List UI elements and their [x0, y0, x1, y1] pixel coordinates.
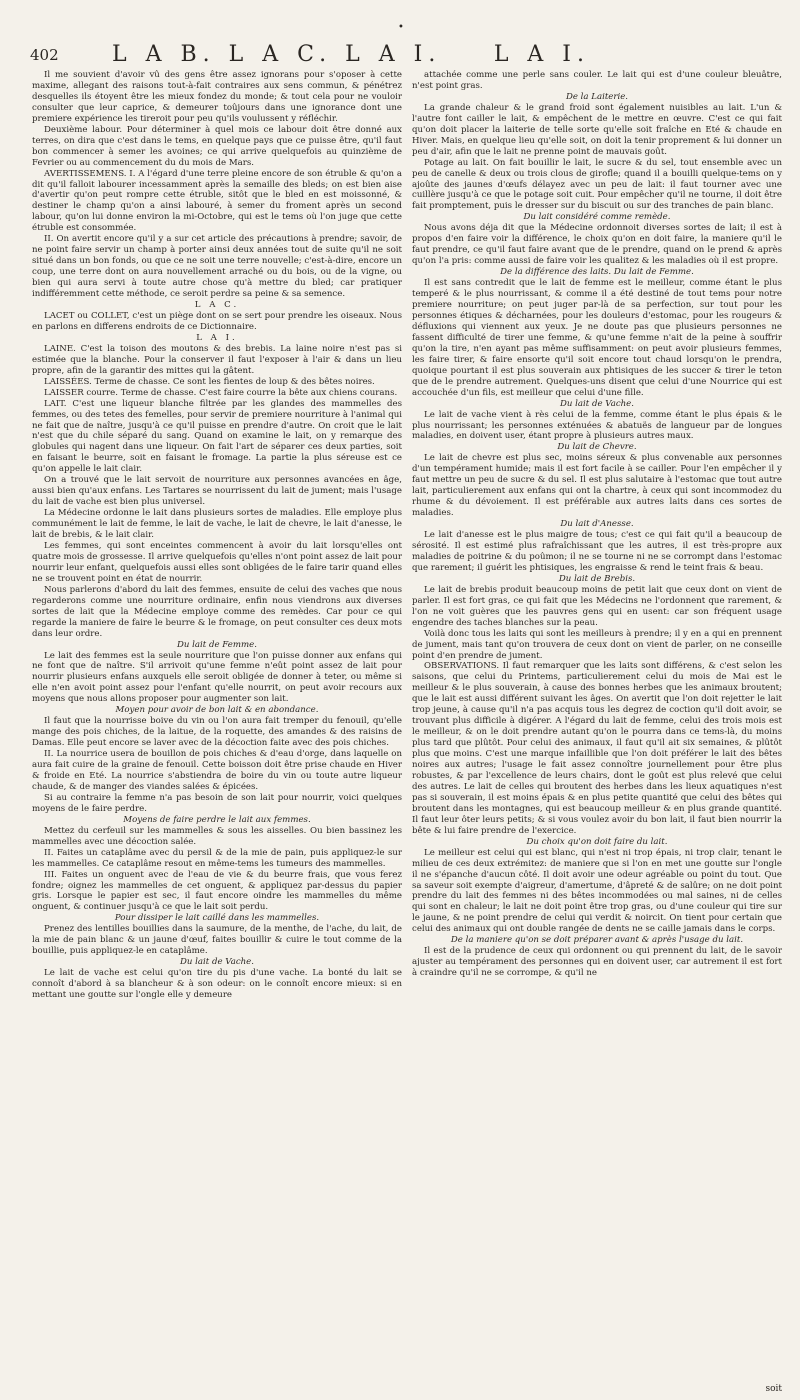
running-head-right: L A I.: [493, 42, 590, 67]
paragraph: II. On avertit encore qu'il y a sur cet article des précautions à prendre; savoir, de ne point faire servir un champ à porter ainsi deux années tout de suite qu'il ne soit situé dans un bon fonds, ou que ce ne soit une terre nouvelle; c'est-à-dire, encore un coup, une terre dont on aura nouvellement arraché ou du bois, ou de la vigne, ou bien qui aura servi à toute autre chose qu'à mettre du bled; car pratiquer indifféremment cette méthode, ce seroit perdre sa peine & sa semence.: [32, 234, 402, 300]
paragraph: Du choix qu'on doit faire du lait.: [526, 836, 668, 847]
paragraph: Voilà donc tous les laits qui sont les meilleurs à prendre; il y en a qui en prennent de jument, mais tant qu'on trouvera de ceux dont on vient de parler, on ne conseille point d'en prendre de jument.: [412, 628, 782, 661]
paragraph: Deuxième labour. Pour déterminer à quel mois ce labour doit être donné aux terres, on dira que c'est dans le tems, en quelque pays que ce puisse être, qu'il faut bon commencer à semer les avoines; ce qui arrive quelquefois au quinzième de Fevrier ou au commencement du du mois de Mars.: [32, 124, 402, 168]
paragraph: Moyens de faire perdre le lait aux femmes.: [123, 814, 311, 825]
paragraph: II. Faites un cataplâme avec du persil & de la mie de pain, puis appliquez-le sur les mammelles. Ce cataplâme resout en même-tems les tumeurs des mammelles.: [32, 847, 402, 869]
top-mark: •: [398, 22, 404, 33]
paragraph: Le lait d'anesse est le plus maigre de tous; c'est ce qui fait qu'il a beaucoup de sérosité. Il est estimé plus rafraîchissant que les autres, il est très-propre aux maladies de poitrine & du poûmon; il ne se tourne ni ne se corrompt dans l'estomac que rarement; il guérit les phtisiques, les engraisse & rend le teint frais & beau.: [412, 530, 782, 573]
paragraph: Si au contraire la femme n'a pas besoin de son lait pour nourrir, voici quelques moyens de le faire perdre.: [32, 792, 402, 814]
paragraph: Il est de la prudence de ceux qui ordonnent ou qui prennent du lait, de le savoir ajuster au tempérament des personnes qui en doivent user, car autrement il est fort à craindre qu'il ne se corrompe, & qu'il ne: [412, 946, 782, 979]
paragraph: Le meilleur est celui qui est blanc, qui n'est ni trop épais, ni trop clair, tenant le milieu de ces deux extrémitez: de maniere que si l'on en met une goutte sur l'ongle il ne s'épanche d'aucun côté. Il doit avoir une odeur agréable ou point du tout. Que sa saveur soit exempte d'aigreur, d'amertume, d'âpreté & de salûre; on ne doit point prendre du lait des femmes ni des bêtes incommodées ou mal saines, ni de celles qui sont en chaleur; le lait ne doit point être trop gras, ou d'une couleur qui tire sur le jaune, & ne point prendre de celui qui verdit & noircit. On tient pour certain que celui des animaux qui ont double rangée de dents ne se caille jamais dans le corps.: [412, 847, 782, 935]
paragraph: Le lait de vache est celui qu'on tire du pis d'une vache. La bonté du lait se connoît d'abord à sa blancheur & à son odeur: on le connoît encore mieux: si en mettant une goutte sur l'ongle elle y demeure: [32, 968, 402, 1001]
paragraph: LACET ou COLLET, c'est un piège dont on se sert pour prendre les oiseaux. Nous en parlons en differens endroits de ce Dictionnaire.: [32, 310, 402, 332]
paragraph: Potage au lait. On fait bouillir le lait, le sucre & du sel, tout ensemble avec un peu de canelle & deux ou trois clous de girofle; quand il a bouilli quelque-tems on y ajoûte des jaunes d'œufs délayez avec un peu de lait: il faut tourner avec une cuillère jusqu'à ce que le potage soit cuit. Pour empêcher qu'il ne tourne, il doit être fait promptement, puis le dresser sur du biscuit ou sur des tranches de pain blanc.: [412, 157, 782, 212]
paragraph: On a trouvé que le lait servoit de nourriture aux personnes avancées en âge, aussi bien qu'aux enfans. Les Tartares se nourrissent du lait de jument; mais l'usage du lait de vache est bien plus universel.: [32, 475, 402, 508]
paragraph: Le lait des femmes est la seule nourriture que l'on puisse donner aux enfans qui ne font que de naître. S'il arrivoit qu'une femme n'eût point assez de lait pour nourrir plusieurs enfans auxquels elle seroit obligée de donner à teter, ou même si elle n'en avoit point assez pour l'enfant qu'elle nourrit, on peut avoir recours aux moyens que nous allons proposer pour augmenter son lait.: [32, 650, 402, 705]
paragraph: Nous avons déja dit que la Médecine ordonnoit diverses sortes de lait; il est à propos d'en faire voir la différence, le choix qu'on en doit faire, la maniere qu'il le faut prendre, ce qu'il faut faire avant que de le prendre, quand on le prend & après qu'on l'a pris: comme aussi de faire voir les qualitez & les maladies où il est propre.: [412, 223, 782, 267]
paragraph: L A I.: [196, 332, 238, 343]
paragraph: Il est sans contredit que le lait de femme est le meilleur, comme étant le plus temperé & le plus nourrissant, & comme il a été destiné de tout tems pour notre premiere nourriture; on peut juger par-là de sa perfection, sur tout pour les personnes étiques & décharnées, pour les douleurs d'estomac, pour les rougeurs & défluxions qui viennent aux yeux. Je ne doute pas que plusieurs personnes ne fassent difficulté de tirer une femme, & qu'une femme n'ait de la peine à souffrir qu'on la tire, n'en ayant pas même suffisamment: on peut avoir plusieurs femmes, les faire tirer, & faire ensorte qu'il soit encore tout chaud lorsqu'on le prendra, quoique pourtant il est plus souverain aux phtisiques de les succer & tirer le teton que de le prendre autrement. Quelques-uns disent que celui d'une Nourrice qui est accouchée d'un fils, est meilleur que celui d'une fille.: [412, 278, 782, 398]
left-column: [32, 70, 402, 1390]
paragraph: Du lait de Brebis.: [558, 573, 636, 584]
paragraph: Il faut que la nourrisse boive du vin ou l'on aura fait tremper du fenouil, qu'elle mange des pois chiches, de la laitue, de la roquette, des amandes & des raisins de Damas. Elle peut encore se laver avec de la décoction faite avec des pois chiches.: [32, 716, 402, 749]
paragraph: Pour dissiper le lait caillé dans les mammelles.: [114, 913, 320, 924]
paragraph: Nous parlerons d'abord du lait des femmes, ensuite de celui des vaches que nous regarderons comme une nourriture ordinaire, enfin nous viendrons aux diverses sortes de lait que la Médecine employe comme des remèdes. Car pour ce qui regarde la maniere de faire le beurre & le fromage, on peut consulter ces deux mots dans leur ordre.: [32, 584, 402, 639]
page-number: 402: [30, 46, 59, 64]
paragraph: Il me souvient d'avoir vû des gens être assez ignorans pour s'oposer à cette maxime, allegant des raisons tout-à-fait contraires aux sens commun, & pénétrez desquelles ils étoyent être les mieux fondez du monde; & tout cela pour ne vouloir consulter que leur caprice, & demeurer toûjours dans une ignorance dont une premiere expérience les tireroit pour peu qu'ils voulussent y réfléchir.: [32, 70, 402, 124]
paragraph: De la différence des laits. Du lait de Femme.: [500, 267, 694, 278]
paragraph: De la maniere qu'on se doit préparer avant & après l'usage du lait.: [450, 935, 744, 946]
paragraph: Moyen pour avoir de bon lait & en abondance.: [115, 705, 319, 716]
paragraph: Du lait de Chevre.: [557, 442, 637, 453]
right-column: [412, 70, 782, 1390]
paragraph: L A C.: [194, 300, 240, 311]
paragraph: LAINE. C'est la toison des moutons & des brebis. La laine noire n'est pas si estimée que la blanche. Pour la conserver il faut l'exposer à l'air & dans un lieu propre, afin de la garantir des mittes qui la gâtent.: [32, 343, 402, 376]
paragraph: III. Faites un onguent avec de l'eau de vie & du beurre frais, que vous ferez fondre; oignez les mammelles de cet onguent, & appliquez par-dessus du papier gris. Lorsque le papier est sec, il faut encore oindre les mammelles du même onguent, & continuer jusqu'à ce que le lait soit perdu.: [32, 869, 402, 913]
paragraph: Du lait d'Anesse.: [560, 519, 634, 530]
paragraph: Le lait de vache vient à rès celui de la femme, comme étant le plus épais & le plus nourrissant; les personnes exténuées & abatuës de langueur par de longues maladies, en doivent user, étant propre à plusieurs autres maux.: [412, 409, 782, 442]
paragraph: LAISSER courre. Terme de chasse. C'est faire courre la bête aux chiens courans.: [44, 387, 398, 398]
paragraph: LAISSÉES. Terme de chasse. Ce sont les fientes de loup & des bêtes noires.: [44, 376, 375, 387]
paragraph: attachée comme une perle sans couler. Le lait qui est d'une couleur bleuâtre, n'est point gras.: [412, 70, 782, 91]
paragraph: De la Laiterie.: [565, 91, 629, 102]
paragraph: OBSERVATIONS. Il faut remarquer que les laits sont différens, & c'est selon les saisons, que celui du Printems, particulierement celui du mois de Mai est le meilleur & le plus souverain, à cause des bonnes herbes que les animaux broutent; que le lait est aussi différent suivant les âges. On avertit que l'on doit rejetter le lait trop jeune, à cause qu'il n'a pas acquis tous les degrez de coction qu'il doit avoir, se trouvant plus difficile à digérer. A l'égard du lait de femme, celui des trois mois est le meilleur, & on le doit prendre autant qu'on le pourra dans ce tems-là, du moins plus tard que plûtôt. Pour celui des animaux, il faut qu'il ait six semaines, & plûtôt plus que moins. C'est une marque infaillible que l'on doit préférer le lait des bêtes noires aux autres; l'usage le fait assez connoître journellement pour être plus robustes, & par l'excellence de leurs chairs, dont le goût est plus relevé que celui des autres. Le lait de celles qui broutent des herbes dans les lieux aquatiques n'est pas si souverain, il est moins épais & en plus petite quantité que celui des bêtes qui broutent dans les montagnes, qui est beaucoup meilleur & en plus grande quantité. Il faut leur ôter leurs petits; & si vous voulez avoir du bon lait, il faut bien nourrir la bête & lui faire prendre de l'exercice.: [412, 661, 782, 836]
paragraph: Le lait de chevre est plus sec, moins séreux & plus convenable aux personnes d'un tempérament humide; mais il est fort facile à se cailler. Pour l'en empêcher il y faut mettre un peu de sucre & du sel. Il est plus salutaire à l'estomac que tout autre lait, particulierement aux enfans qui ont la chartre, à ceux qui sont incommodez du rhume & du dévoiement. Il est préférable aux autres laits dans ces sortes de maladies.: [412, 453, 782, 519]
paragraph: Du lait de Vache.: [180, 957, 254, 968]
paragraph: Du lait de Femme.: [177, 639, 257, 650]
paragraph: La grande chaleur & le grand froid sont également nuisibles au lait. L'un & l'autre font cailler le lait, & empêchent de le mettre en œuvre. C'est ce qui fait qu'on doit placer la laiterie de telle sorte qu'elle soit fraîche en Eté & chaude en Hiver. Mais, en quelque lieu qu'elle soit, on doit la tenir proprement & lui donner un peu d'air, afin que le lait ne prenne point de mauvais goût.: [412, 102, 782, 157]
paragraph: Prenez des lentilles bouillies dans la saumure, de la menthe, de l'ache, du lait, de la mie de pain blanc & un jaune d'œuf, faites bouillir & cuire le tout comme de la bouillie, puis appliquez-le en cataplâme.: [32, 924, 402, 957]
catchword: soit: [765, 1384, 782, 1394]
paragraph: II. La nourrice usera de bouillon de pois chiches & d'eau d'orge, dans laquelle on aura fait cuire de la graine de fenouil. Cette boisson doit être prise chaude en Hiver & froide en Eté. La nourrice s'abstiendra de boire du vin ou toute autre liqueur chaude, & de manger des viandes salées & épicées.: [32, 749, 402, 792]
paragraph: Mettez du cerfeuil sur les mammelles & sous les aisselles. Ou bien bassinez les mammelles avec une décoction salée.: [32, 825, 402, 847]
paragraph: La Médecine ordonne le lait dans plusieurs sortes de maladies. Elle employe plus communément le lait de femme, le lait de vache, le lait de chevre, le lait d'anesse, le lait de brebis, & le lait clair.: [32, 508, 402, 541]
paragraph: Du lait considéré comme remède.: [523, 212, 671, 223]
paragraph: Le lait de brebis produit beaucoup moins de petit lait que ceux dont on vient de parler. Il est fort gras, ce qui fait que les Médecins ne l'ordonnent que rarement, & l'on ne voit guères que les pauvres gens qui en usent: car son fréquent usage engendre des taches blanches sur la peau.: [412, 584, 782, 628]
paragraph: AVERTISSEMENS. I. A l'égard d'une terre pleine encore de son étruble & qu'on a dit qu'il falloit labourer incessamment après la semaille des bleds; on est bien aise d'avertir qu'on peut rompre cette étruble, sitôt que le bled en est moissonné, & destiner le champ qu'on a ainsi labouré, à semer du froment après un second labour, qu'on lui donne environ la mi-Octobre, qui est le tems où l'on juge que cette étruble est consommée.: [32, 168, 402, 234]
paragraph: LAIT. C'est une liqueur blanche filtrée par les glandes des mammelles des femmes, ou des tetes des femelles, pour servir de premiere nourriture à l'animal qui ne fait que de naître, jusqu'à ce qu'il puisse en prendre d'autre. On croit que le lait n'est que du chile séparé du sang. Quand on examine le lait, on y remarque des globules qui nagent dans une liqueur. On fait l'art de séparer ces deux parties, soit en faisant le beurre, soit en faisant le fromage. La partie la plus séreuse est ce qu'on appelle le lait clair.: [32, 398, 402, 475]
paragraph: Les femmes, qui sont enceintes commencent à avoir du lait lorsqu'elles ont quatre mois de grossesse. Il arrive quelquefois qu'elles n'ont point assez de lait pour nourrir leur enfant, quelquefois aussi elles sont obligées de le faire tarir quand elles ne se trouvent point en état de nourrir.: [32, 540, 402, 584]
paragraph: Du lait de Vache.: [560, 398, 634, 409]
running-head-left: L A B. L A C. L A I.: [112, 42, 442, 67]
